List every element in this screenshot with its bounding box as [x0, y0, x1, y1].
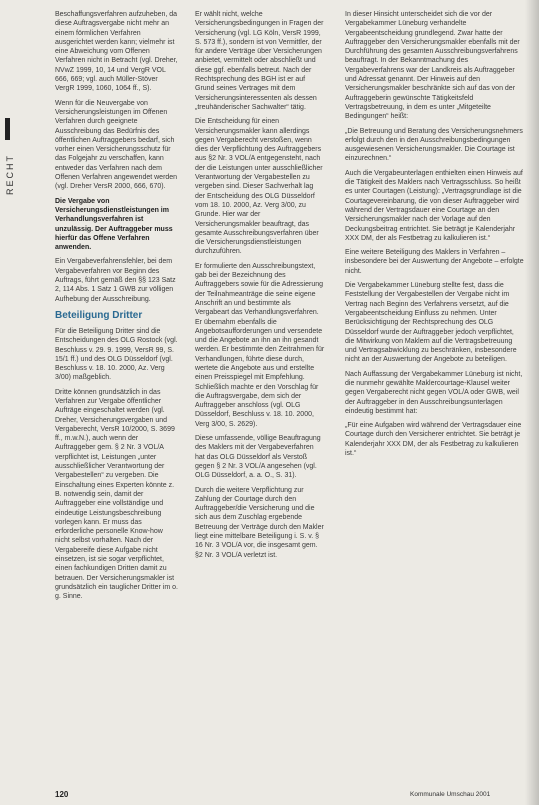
col2-paragraph-4: Diese umfassende, völlige Beauftragung des Maklers mit der Vergabeverfahren hat das OLG Düsseldorf als Verstoß gegen § 2 Nr. 3 VOL/A angesehen (vgl. OLG Düsseldorf, a. a. O., S. 31).: [195, 435, 321, 480]
col3-paragraph-1: In dieser Hinsicht unterscheidet sich die vor der Vergabekammer Lüneburg verhandelte Vergabeentscheidung grundlegend. Zwar hatte der Auftraggeber den Versicherungsmakler ebenfalls mit der Durchführung des gesamten Ausschreibungsverfahrens beauftragt. In der Bekanntmachung des Vergabeverfahrens war der Landkreis als Auftraggeber und Adressat genannt. Der Hinweis auf den Versicherungsmakler beschränkte sich auf das von der Auftraggeberin gewünschte Tätigkeitsfeld Vertragsbetreuung, in dem es unter „Mitgeteilte Bedingungen“ heißt:: [345, 11, 520, 121]
col3-paragraph-6: Nach Auffassung der Vergabekammer Lüneburg ist nicht, die nunmehr gewählte Maklercourtage-Klausel weiter gegen Vergaberecht nicht gegen VOL/A oder GWB, weil der Auftraggeber in den Ausschreibungsunterlagen eindeutig bestimmt hat:: [345, 370, 523, 415]
col3-paragraph-4: Eine weitere Beteiligung des Maklers in Verfahren – insbesondere bei der Auswertung der Angebote – erfolgte nicht.: [345, 249, 524, 275]
journal-footer: Kommunale Umschau 2001: [410, 791, 491, 798]
section-heading: Beteiligung Dritter: [55, 309, 143, 321]
col1-paragraph-6: Dritte können grundsätzlich in das Verfahren zur Vergabe öffentlicher Aufträge eingeschaltet werden (vgl. Dreher, Versicherungsvergaben und Vergaberecht, VersR 10/2000, S. 3699 ff., m.w.N.), auch wenn der Auftraggeber gem. § 2 Nr. 3 VOL/A verpflichtet ist, Leistungen „unter ausschließlicher Verantwortung der Vergabestellen“ zu vergeben. Die Einschaltung eines Experten könnte z. B. notwendig sein, damit der Auftraggeber eine vollständige und eindeutige Leistungsbeschreibung vorlegen kann. Er muss das erforderliche personelle Know-how nicht selbst vorhalten. Nach der Vergabereife diese Aufgabe nicht einsetzen, ist sie sogar verpflichtet, einen fachkundigen Dritten damit zu betrauen. Der Versicherungsmakler ist grundsätzlich ein tauglicher Dritter im o. g. Sinne.: [55, 388, 178, 601]
section-label: RECHT: [5, 154, 15, 195]
section-marker: [2, 118, 16, 198]
page-edge-shadow: [525, 0, 539, 805]
column-2: [195, 10, 325, 565]
col1-paragraph-2: Wenn für die Neuvergabe von Versicherungsleistungen im Offenen Verfahren durch geeignete Ausschreibung das Bedürfnis des öffentlichen Auftraggebers bedarf, sich vorher einen Versicherungsschutz für das Folgejahr zu verschaffen, kann entweder das Verfahren nach dem Offenen Verfahren angewendet werden (vgl. Dreher VersR 2000, 666, 670).: [55, 99, 178, 191]
col3-paragraph-2: „Die Betreuung und Beratung des Versicherungsnehmers erfolgt durch den in den Ausschreibungsbedingungen ausgewiesenen Versicherungsmakler. Die Courtage ist einzurechnen.“: [345, 127, 523, 163]
col2-paragraph-5: Durch die weitere Verpflichtung zur Zahlung der Courtage durch den Auftraggeber/die Versicherung und die sich aus dem Zuschlag ergebende Betreuung der Verträge durch den Makler liegt eine mittelbare Beteiligung i. S. v. § 16 Nr. 3 VOL/A vor, die insgesamt gem. §2 Nr. 3 VOL/A verletzt ist.: [195, 486, 324, 559]
col2-paragraph-1: Er wählt nicht, welche Versicherungsbedingungen in Fragen der Versicherung (vgl. LG Köln, VersR 1999, S. 573 ff.), sondern ist von Vermittler, der für andere Verträge über Versicherungen anbietet, vermittelt oder abschließt und diese ggf. ebenfalls betreut. Nach der Rechtsprechung des BGH ist er auf Grund seines Vertrages mit dem Versicherungsinteressenten als dessen „treuhänderischer Sachwalter“ tätig.: [195, 11, 324, 111]
col1-paragraph-1: Beschaffungsverfahren aufzuheben, da diese Auftragsvergabe nicht mehr an einem förmlichen Verfahren ausgerichtet werden kann; vielmehr ist eine Abweichung vom Offenen Verfahren nicht in Betracht (vgl. Dreher, NVwZ 1999, 10, 14 und VergR VOL 666, 669; vgl. auch Müller-Stöver VergR 1999, 1060, 1064 ff., S).: [55, 11, 178, 93]
col3-paragraph-7: „Für eine Aufgaben wird während der Vertragsdauer eine Courtage durch den Versicherer entrichtet. Sie beträgt je Kalenderjahr XXX DM, der als Festbetrag zu kalkulieren ist.“: [345, 422, 522, 458]
col1-paragraph-3-bold: Die Vergabe von Versicherungsdienstleistungen im Verhandlungsverfahren ist unzulässig. Der Auftraggeber muss hierfür das Offene Verfahren anwenden.: [55, 197, 173, 252]
col1-paragraph-4: Ein Vergabeverfahrensfehler, bei dem Vergabeverfahren vor Beginn des Auftrags, führt gemäß den §§ 123 Satz 2, 114 Abs. 1 Satz 1 GWB zur völligen Aufhebung der Ausschreibung.: [55, 258, 176, 303]
col3-paragraph-3: Auch die Vergabeunterlagen enthielten einen Hinweis auf die Tätigkeit des Maklers nach Vertragsschluss. So heißt es unter Courtagen (Leistung): „Vertragsgrundlage ist die Courtagevereinbarung, die von dieser Auftraggeber wird während der Vertragsdauer eine Courtage an den Versicherungsmakler nach der Vorlage auf den Deckungsbeitrag entrichtet. Sie beträgt je Kalenderjahr XXX DM, der als Festbetrag zu kalkulieren ist.“: [345, 169, 523, 242]
page-number: 120: [55, 790, 69, 799]
col2-paragraph-3: Er formulierte den Ausschreibungstext, gab bei der Bezeichnung des Auftraggebers sowie für die Adressierung der Teilnahmeanträge die seine eigene Anschrift an und bestimmte als Vergabeart das Verhandlungsverfahren. Er übernahm ebenfalls die Angebotsaufforderungen und versendete und die Angebote an ihn an ihn gesandt werden. Er bestimmte den Zeitrahmen für Verhandlungen, führte diese durch, wertete die Angebote aus und erstellte einen Preisspiegel mit Empfehlung. Schließlich machte er den Vorschlag für die Auftragsvergabe, dem sich der Auftraggeber anschloss (vgl. OLG Düsseldorf, Beschluss v. 18. 10. 2000, Verg 3/00, S. 2629).: [195, 262, 325, 428]
column-1: [55, 10, 178, 607]
section-marker-bar: [5, 118, 10, 140]
col1-paragraph-5: Für die Beteiligung Dritter sind die Entscheidungen des OLG Rostock (vgl. Beschluss v. 29. 9. 1999, VersR 99, S. 15/1 ff.) und des OLG Düsseldorf (vgl. Beschluss v. 18. 10. 2000, Az. Verg 3/00) maßgeblich.: [55, 327, 178, 382]
column-3: [345, 10, 525, 463]
col2-paragraph-2: Die Entscheidung für einen Versicherungsmakler kann allerdings gegen Vergaberecht verstoßen, wenn dies der Verpflichtung des Auftraggebers aus §2 Nr. 3 VOL/A entgegensteht, nach der die Leistungen unter ausschließlicher Verantwortung der Vergabestellen zu vergeben sind. Dieser Sachverhalt lag der Entscheidung des OLG Düsseldorf vom 18. 10. 2000, Az. Verg 3/00, zu Grunde. Hier war der Versicherungsmakler beauftragt, das gesamte Ausschreibungsverfahren über die Versicherungsdienstleistungen durchzuführen.: [195, 118, 323, 256]
col1-paragraph-3: [55, 197, 178, 253]
col3-paragraph-5: Die Vergabekammer Lüneburg stellte fest, dass die Feststellung der Vergabestellen der Vergabe nicht im Vertrag nach Beginn des Verfahrens versetzt, auf die Vergabeentscheidung Einfluss zu nehmen. Unter Berücksichtigung der Rechtsprechung des OLG Düsseldorf wurde der Auftraggeber jedoch verpflichtet, die Mitwirkung von Maklern auf die Vertragsbetreuung und Vertragsabwicklung zu beschränken, insbesondere nicht an der Auswertung der Angebote zu beteiligen.: [345, 282, 517, 364]
